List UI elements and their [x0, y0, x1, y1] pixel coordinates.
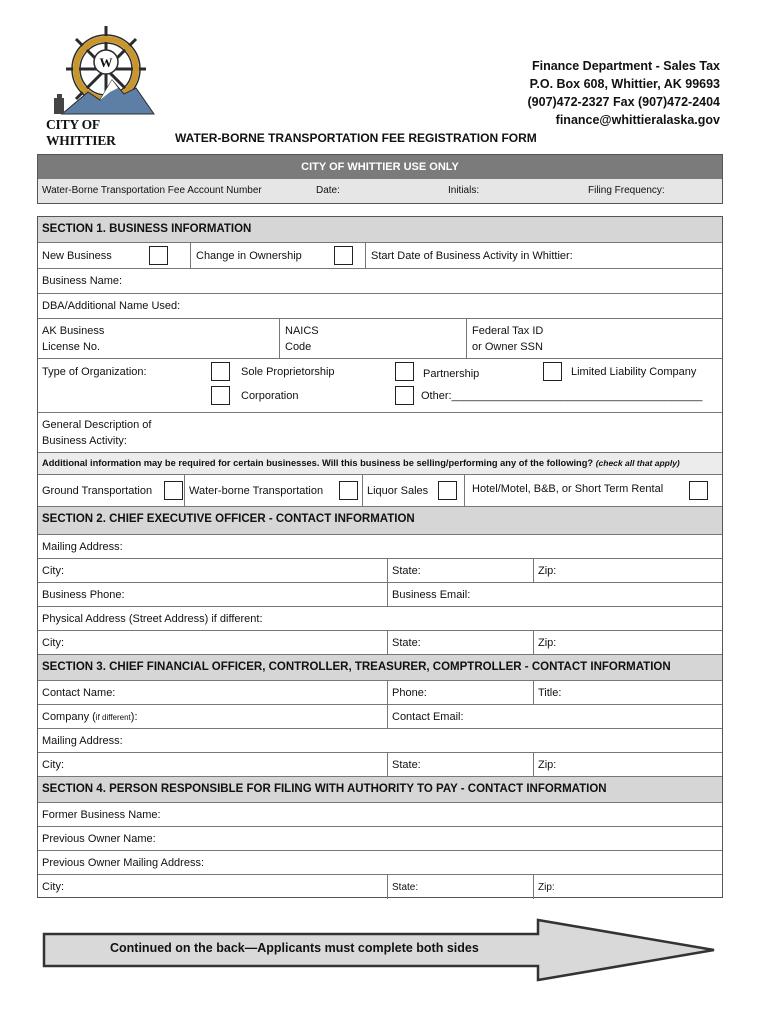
cfo-state-label: State:: [392, 759, 421, 771]
contact-block: [528, 57, 721, 129]
filing-frequency-label: Filing Frequency:: [588, 185, 665, 196]
other-checkbox[interactable]: [395, 386, 414, 405]
prev-owner-row[interactable]: [38, 827, 722, 851]
ceo-physical-zip-label: Zip:: [538, 637, 557, 649]
waterborne-checkbox[interactable]: [339, 481, 358, 500]
email-address[interactable]: finance@whittieralaska.gov: [555, 113, 720, 127]
date-label: Date:: [316, 185, 340, 196]
cfo-title-label: Title:: [538, 687, 562, 699]
if-different-note: if different: [95, 713, 131, 722]
check-all-note: (check all that apply): [595, 458, 680, 468]
license-row: [38, 319, 722, 359]
dba-label: DBA/Additional Name Used:: [42, 300, 181, 312]
naics-label-2: Code: [285, 341, 312, 353]
business-name-row[interactable]: [38, 269, 722, 294]
prev-owner-label: Previous Owner Name:: [42, 833, 156, 845]
cfo-city-row: [38, 753, 722, 777]
ceo-physical-row[interactable]: [38, 607, 722, 631]
additional-info-row: [38, 453, 722, 475]
city-use-only-box: [37, 154, 723, 204]
cfo-email-label: Contact Email:: [392, 711, 464, 723]
logo-caption: CITY OF WHITTIER: [46, 117, 116, 148]
ceo-physical-label: Physical Address (Street Address) if different:: [42, 613, 263, 625]
use-only-row: [38, 179, 722, 203]
form-title: WATER-BORNE TRANSPORTATION FEE REGISTRATION FORM: [175, 131, 537, 145]
ak-license-label-2: License No.: [42, 341, 101, 353]
section-1-title: SECTION 1. BUSINESS INFORMATION: [42, 223, 252, 235]
partnership-checkbox[interactable]: [395, 362, 414, 381]
continued-arrow: [40, 916, 720, 984]
ceo-state-label: State:: [392, 565, 421, 577]
additional-info-question: Additional information may be required for certain businesses. Will this business be selling/performing any of the following?: [42, 458, 594, 468]
section-2-title: SECTION 2. CHIEF EXECUTIVE OFFICER - CONTACT INFORMATION: [42, 513, 415, 525]
additional-info-text: [42, 458, 680, 468]
use-only-header: CITY OF WHITTIER USE ONLY: [38, 155, 722, 179]
start-date-label: Start Date of Business Activity in Whittier:: [371, 250, 573, 262]
mailing-address: P.O. Box 608, Whittier, AK 99693: [529, 77, 720, 91]
change-ownership-checkbox[interactable]: [334, 246, 353, 265]
section-3-header: [38, 655, 722, 681]
ceo-physical-state-label: State:: [392, 637, 421, 649]
partnership-label: Partnership: [423, 368, 480, 380]
fed-tax-label-1: Federal Tax ID: [472, 325, 544, 337]
company-text: Company (: [42, 711, 96, 723]
ceo-city-label: City:: [42, 565, 64, 577]
logo-letter: W: [99, 55, 113, 70]
ceo-city-row: [38, 559, 722, 583]
continued-text: Continued on the back—Applicants must complete both sides: [110, 941, 479, 955]
corporation-label: Corporation: [241, 390, 299, 402]
ceo-mailing-row[interactable]: [38, 535, 722, 559]
other-field[interactable]: Other:_________________________________________: [421, 390, 703, 402]
general-desc-label-2: Business Activity:: [42, 435, 127, 447]
llc-checkbox[interactable]: [543, 362, 562, 381]
ceo-phone-row: [38, 583, 722, 607]
section-1-header: [38, 217, 722, 243]
new-business-label: New Business: [42, 250, 112, 262]
cfo-contact-name-label: Contact Name:: [42, 687, 116, 699]
company-text-end: ):: [130, 711, 138, 723]
prev-mailing-row[interactable]: [38, 851, 722, 875]
section-4-title: SECTION 4. PERSON RESPONSIBLE FOR FILING WITH AUTHORITY TO PAY - CONTACT INFORMATION: [42, 783, 607, 795]
cfo-mailing-label: Mailing Address:: [42, 735, 123, 747]
llc-label: Limited Liability Company: [571, 366, 697, 378]
waterborne-label: Water-borne Transportation: [189, 485, 324, 497]
section-2-header: [38, 507, 722, 535]
former-name-row[interactable]: [38, 803, 722, 827]
cfo-company-row: [38, 705, 722, 729]
ceo-phone-label: Business Phone:: [42, 589, 125, 601]
registration-form: [37, 216, 723, 898]
hotel-label: Hotel/Motel, B&B, or Short Term Rental: [472, 483, 664, 495]
prev-mailing-label: Previous Owner Mailing Address:: [42, 857, 205, 869]
cfo-zip-label: Zip:: [538, 759, 557, 771]
cfo-mailing-row[interactable]: [38, 729, 722, 753]
dba-row[interactable]: [38, 294, 722, 319]
section-3-title: SECTION 3. CHIEF FINANCIAL OFFICER, CONTROLLER, TREASURER, COMPTROLLER - CONTACT INFORMATION: [42, 661, 671, 673]
naics-label-1: NAICS: [285, 325, 319, 337]
ceo-email-label: Business Email:: [392, 589, 471, 601]
account-number-label: Water-Borne Transportation Fee Account Number: [42, 185, 262, 196]
ceo-physical-city-label: City:: [42, 637, 64, 649]
fed-tax-label-2: or Owner SSN: [472, 341, 543, 353]
section-4-header: [38, 777, 722, 803]
activities-row: [38, 475, 722, 507]
liquor-sales-checkbox[interactable]: [438, 481, 457, 500]
business-name-label: Business Name:: [42, 275, 123, 287]
change-ownership-label: Change in Ownership: [196, 250, 302, 262]
business-type-row: [38, 243, 722, 269]
ak-license-label-1: AK Business: [42, 325, 105, 337]
general-desc-label-1: General Description of: [42, 419, 152, 431]
department-name: Finance Department - Sales Tax: [531, 59, 720, 73]
general-description-row[interactable]: [38, 413, 722, 453]
phone-fax: (907)472-2327 Fax (907)472-2404: [527, 95, 720, 109]
organization-type-row: [38, 359, 722, 413]
prev-zip-label: Zip:: [538, 882, 555, 893]
sole-proprietorship-label: Sole Proprietorship: [241, 366, 335, 378]
former-name-label: Former Business Name:: [42, 809, 161, 821]
corporation-checkbox[interactable]: [211, 386, 230, 405]
new-business-checkbox[interactable]: [149, 246, 168, 265]
prev-city-row: [38, 875, 722, 899]
cfo-company-label: [42, 711, 138, 723]
ceo-zip-label: Zip:: [538, 565, 557, 577]
sole-proprietorship-checkbox[interactable]: [211, 362, 230, 381]
ground-transport-label: Ground Transportation: [42, 485, 153, 497]
ground-transport-checkbox[interactable]: [164, 481, 183, 500]
prev-state-label: State:: [392, 882, 419, 893]
prev-city-label: City:: [42, 881, 64, 893]
liquor-sales-label: Liquor Sales: [367, 485, 429, 497]
org-type-label: Type of Organization:: [42, 366, 147, 378]
cfo-contact-row: [38, 681, 722, 705]
ceo-mailing-label: Mailing Address:: [42, 541, 123, 553]
initials-label: Initials:: [448, 185, 480, 196]
hotel-checkbox[interactable]: [689, 481, 708, 500]
cfo-city-label: City:: [42, 759, 64, 771]
ceo-physical-city-row: [38, 631, 722, 655]
cfo-phone-label: Phone:: [392, 687, 427, 699]
